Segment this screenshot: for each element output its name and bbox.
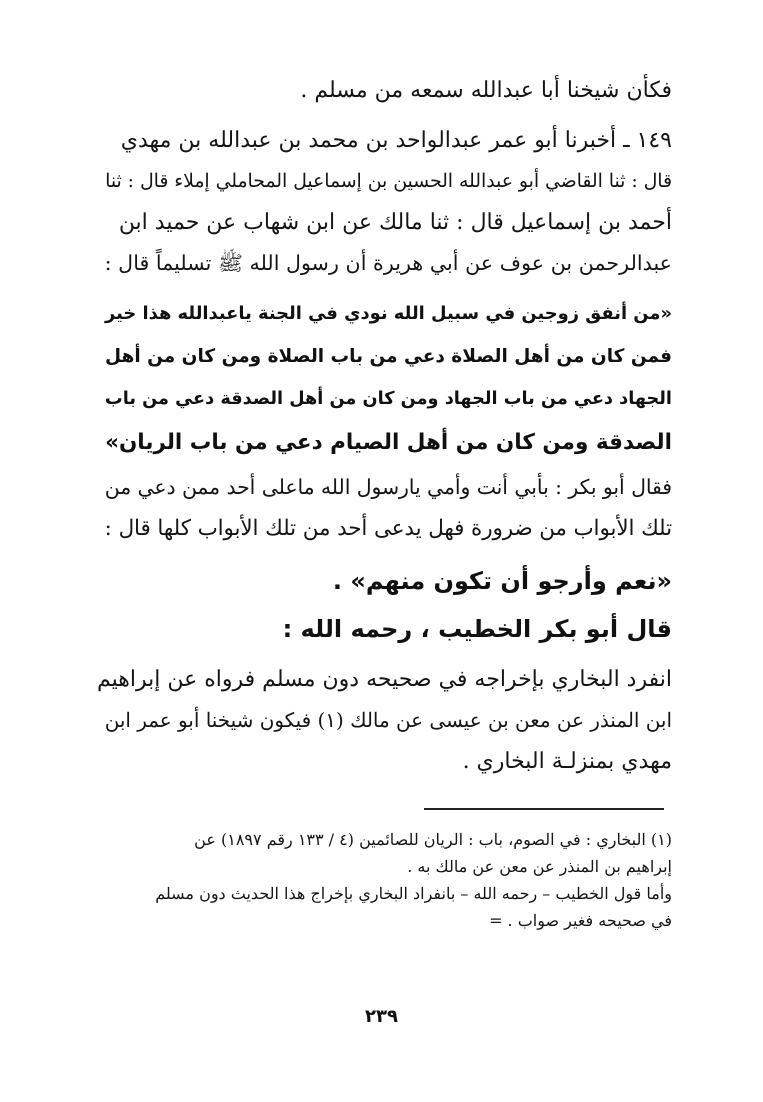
hadith-isnad bbox=[96, 120, 672, 284]
text-line: فقال أبو بكر : بأبي أنت وأمي يارسول الله ماعلى أحد ممن دعي من bbox=[104, 475, 672, 499]
footnotes bbox=[96, 826, 672, 934]
text-line: «نعم وأرجو أن تكون منهم» . bbox=[332, 567, 672, 595]
text-line: فكأن شيخنا أبا عبدالله سمعه من مسلم . bbox=[300, 78, 672, 103]
text-line: أحمد بن إسماعيل قال : ثنا مالك عن ابن شهاب عن حميد ابن bbox=[118, 210, 672, 235]
section-heading bbox=[96, 608, 672, 650]
prophet-answer bbox=[96, 560, 672, 602]
text-line: ابن المنذر عن معن بن عيسى عن مالك (١) فيكون شيخنا أبو عمر ابن bbox=[104, 709, 672, 732]
text-line: تلك الأبواب من ضرورة فهل يدعى أحد من تلك الأبواب كلها قال : bbox=[104, 516, 672, 541]
footnote-line: إبراهيم بن المنذر عن معن عن مالك به . bbox=[407, 857, 672, 876]
text-line: انفرد البخاري بإخراجه في صحيحه دون مسلم فرواه عن إبراهيم bbox=[97, 667, 672, 692]
abu-bakr-question bbox=[96, 467, 672, 549]
text-line: الصدقة ومن كان من أهل الصيام دعي من باب الريان» bbox=[105, 430, 672, 455]
page-number: ٢٣٩ bbox=[365, 1006, 398, 1027]
opening-paragraph bbox=[96, 70, 672, 111]
text-line: فمن كان من أهل الصلاة دعي من باب الصلاة ومن كان من أهل bbox=[104, 346, 672, 367]
footnote-line: (١) البخاري : في الصوم، باب : الريان للصائمين (٤ / ١٣٣ رقم ١٨٩٧) عن bbox=[194, 830, 672, 849]
text-line: عبدالرحمن بن عوف عن أبي هريرة أن رسول الله ﷺ تسليماً قال : bbox=[104, 251, 672, 275]
text-line: قال : ثنا القاضي أبو عبدالله الحسين بن إسماعيل المحاملي إملاء قال : ثنا bbox=[105, 171, 672, 192]
footnote-line: وأما قول الخطيب – رحمه الله – بانفراد البخاري بإخراج هذا الحديث دون مسلم bbox=[155, 884, 672, 903]
text-line: ١٤٩ ـ أخبرنا أبو عمر عبدالواحد بن محمد بن عبدالله بن مهدي bbox=[120, 128, 672, 153]
hadith-matn bbox=[96, 292, 672, 464]
commentary-paragraph bbox=[96, 659, 672, 782]
footnote-line: في صحيحه فغير صواب . = bbox=[489, 911, 672, 930]
text-line: قال أبو بكر الخطيب ، رحمه الله : bbox=[282, 615, 672, 643]
text-line: الجهاد دعي من باب الجهاد ومن كان من أهل الصدقة دعي من باب bbox=[104, 389, 672, 409]
text-line: مهدي بمنزلـة البخاري . bbox=[462, 749, 672, 774]
text-line: «من أنفق زوجين في سبيل الله نودي في الجنة ياعبدالله هذا خير bbox=[104, 303, 672, 324]
footnote-divider bbox=[424, 808, 664, 810]
